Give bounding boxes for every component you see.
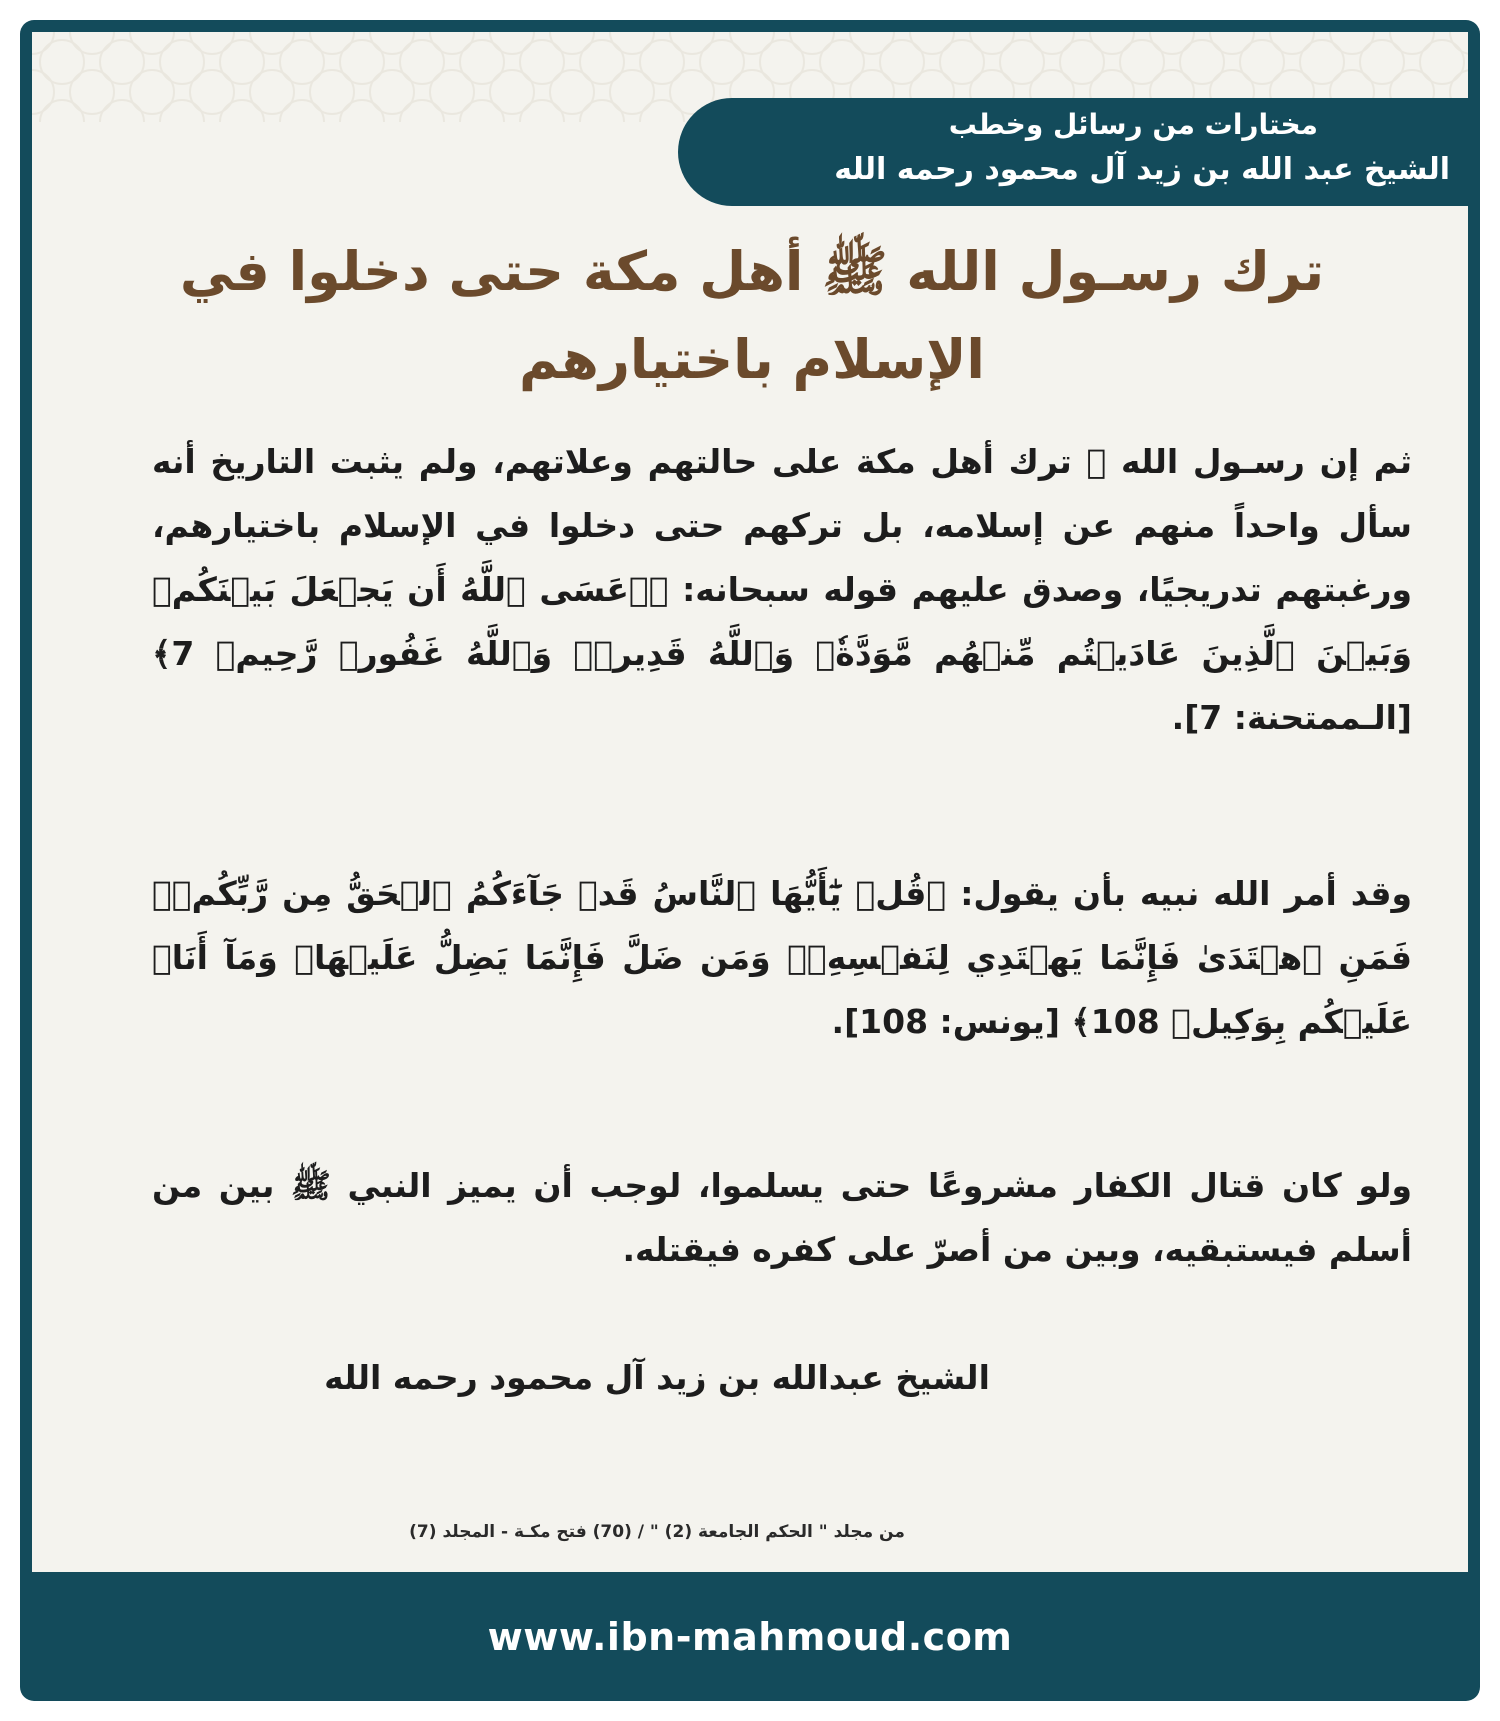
footer-bar	[20, 1572, 1480, 1701]
content-page	[32, 32, 1468, 1572]
paragraph-1: ثم إن رسـول الله ﷺ ترك أهل مكة على حالتهم وعلاتهم، ولم يثبت التاريخ أنه سأل واحداً منهم عن إسلامه، بل تركهم حتى دخلوا في الإسلام باختيارهم، ورغبتهم تدريجيًا، وصدق عليهم قوله سبحانه: ﴿۞عَسَى ٱللَّهُ أَن يَجۡعَلَ بَيۡنَكُمۡ وَبَيۡنَ ٱلَّذِينَ عَادَيۡتُم مِّنۡهُم مَّوَدَّةٗۚ وَٱللَّهُ قَدِيرٞۚ وَٱللَّهُ غَفُورٞ رَّحِيمٞ 7﴾ [الـممتحنة: 7].	[152, 442, 1412, 737]
article-title: ترك رسـول الله ﷺ أهل مكة حتى دخلوا في الإسلام باختيارهم	[179, 240, 1325, 391]
website-link[interactable]: www.ibn-mahmoud.com	[487, 1614, 1013, 1659]
page-frame	[20, 20, 1480, 1701]
paragraph-2: وقد أمر الله نبيه بأن يقول: ﴿قُلۡ يَٰٓأَيُّهَا ٱلنَّاسُ قَدۡ جَآءَكُمُ ٱلۡحَقُّ مِن رَّبِّكُمۡۖ فَمَنِ ٱهۡتَدَىٰ فَإِنَّمَا يَهۡتَدِي لِنَفۡسِهِۦۖ وَمَن ضَلَّ فَإِنَّمَا يَضِلُّ عَلَيۡهَاۖ وَمَآ أَنَا۠ عَلَيۡكُم بِوَكِيلٖ 108﴾ [يونس: 108].	[152, 874, 1412, 1041]
header-banner	[678, 98, 1468, 206]
header-author-name: الشيخ عبد الله بن زيد آل محمود رحمه الله	[834, 152, 1450, 187]
source-citation: من مجلد " الحكم الجامعة (2) " / (70) فتح مكـة - المجلد (7)	[409, 1522, 905, 1542]
paragraph-3: ولو كان قتال الكفار مشروعًا حتى يسلموا، لوجب أن يميز النبي ﷺ بين من أسلم فيستبقيه، وبين من أصرّ على كفره فيقتله.	[152, 1166, 1412, 1269]
header-series-title: مختارات من رسائل وخطب	[948, 108, 1318, 141]
author-signature: الشيخ عبدالله بن زيد آل محمود رحمه الله	[324, 1358, 990, 1397]
